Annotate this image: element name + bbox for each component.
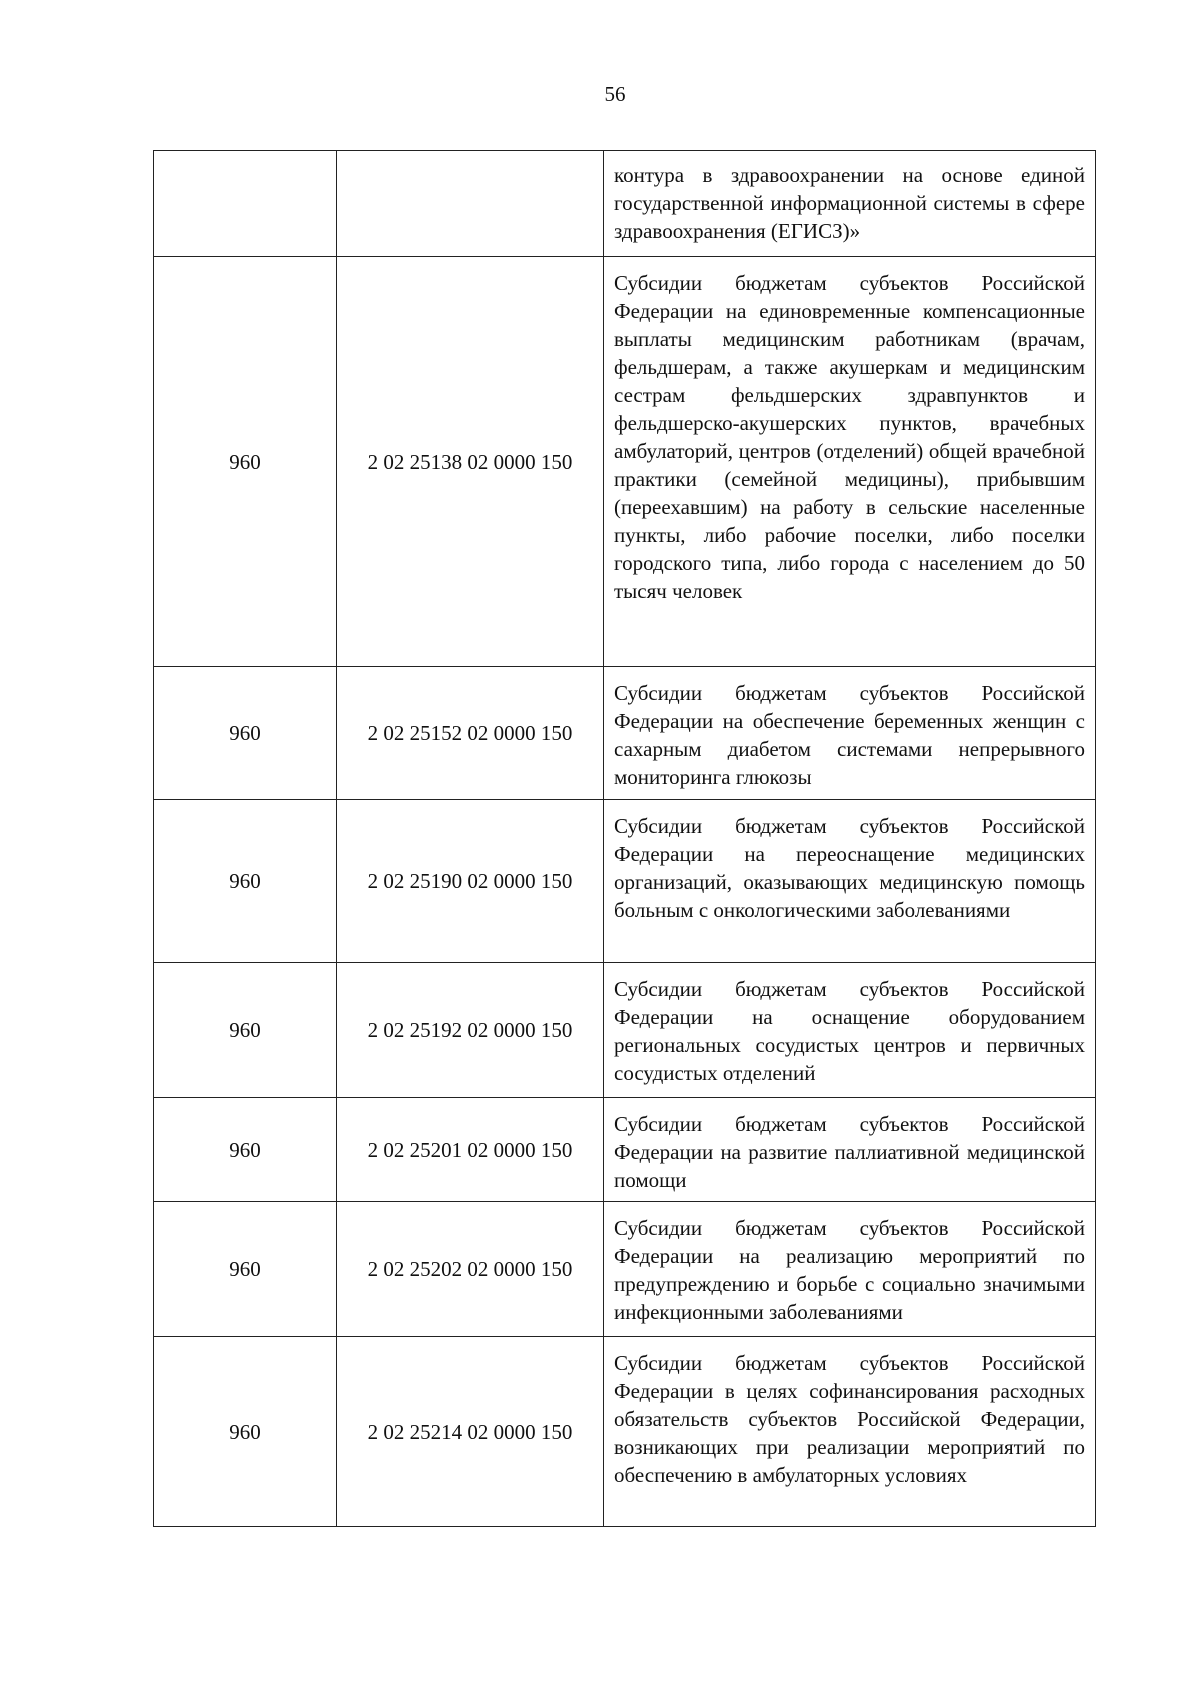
admin-code-cell: 960: [154, 1202, 337, 1337]
budget-code-cell: 2 02 25202 02 0000 150: [337, 1202, 604, 1337]
description-cell: Субсидии бюджетам субъектов Российской Федерации в целях софинансирования расходных обязательств субъектов Российской Федерации, возникающих при реализации мероприятий по обеспечению в амбулаторных условиях: [604, 1337, 1096, 1527]
admin-code-cell: 960: [154, 963, 337, 1098]
table-row: [154, 257, 1096, 667]
table-row: [154, 151, 1096, 257]
admin-code-cell: 960: [154, 1098, 337, 1202]
table-row: [154, 800, 1096, 963]
description-cell: Субсидии бюджетам субъектов Российской Федерации на оснащение оборудованием региональных сосудистых центров и первичных сосудистых отделений: [604, 963, 1096, 1098]
description-cell: контура в здравоохранении на основе единой государственной информационной системы в сфере здравоохранения (ЕГИСЗ)»: [604, 151, 1096, 257]
description-cell: Субсидии бюджетам субъектов Российской Федерации на развитие паллиативной медицинской помощи: [604, 1098, 1096, 1202]
budget-code-cell: 2 02 25190 02 0000 150: [337, 800, 604, 963]
description-cell: Субсидии бюджетам субъектов Российской Федерации на единовременные компенсационные выплаты медицинским работникам (врачам, фельдшерам, а также акушеркам и медицинским сестрам фельдшерских здравпунктов и фельдшерско-акушерских пунктов, врачебных амбулаторий, центров (отделений) общей врачебной практики (семейной медицины), прибывшим (переехавшим) на работу в сельские населенные пункты, либо рабочие поселки, либо поселки городского типа, либо города с населением до 50 тысяч человек: [604, 257, 1096, 667]
budget-code-cell: 2 02 25152 02 0000 150: [337, 667, 604, 800]
admin-code-cell: 960: [154, 667, 337, 800]
admin-code-cell: [154, 151, 337, 257]
budget-classification-table: [153, 150, 1096, 1527]
description-cell: Субсидии бюджетам субъектов Российской Федерации на обеспечение беременных женщин с сахарным диабетом системами непрерывного мониторинга глюкозы: [604, 667, 1096, 800]
table-row: [154, 667, 1096, 800]
description-cell: Субсидии бюджетам субъектов Российской Федерации на переоснащение медицинских организаций, оказывающих медицинскую помощь больным с онкологическими заболеваниями: [604, 800, 1096, 963]
budget-code-cell: 2 02 25214 02 0000 150: [337, 1337, 604, 1527]
description-cell: Субсидии бюджетам субъектов Российской Федерации на реализацию мероприятий по предупреждению и борьбе с социально значимыми инфекционными заболеваниями: [604, 1202, 1096, 1337]
budget-code-cell: 2 02 25138 02 0000 150: [337, 257, 604, 667]
table-row: [154, 1337, 1096, 1527]
budget-code-cell: 2 02 25201 02 0000 150: [337, 1098, 604, 1202]
table-row: [154, 1202, 1096, 1337]
budget-code-cell: [337, 151, 604, 257]
table-row: [154, 963, 1096, 1098]
page-number: 56: [604, 82, 626, 106]
admin-code-cell: 960: [154, 800, 337, 963]
budget-code-cell: 2 02 25192 02 0000 150: [337, 963, 604, 1098]
admin-code-cell: 960: [154, 1337, 337, 1527]
admin-code-cell: 960: [154, 257, 337, 667]
table-row: [154, 1098, 1096, 1202]
